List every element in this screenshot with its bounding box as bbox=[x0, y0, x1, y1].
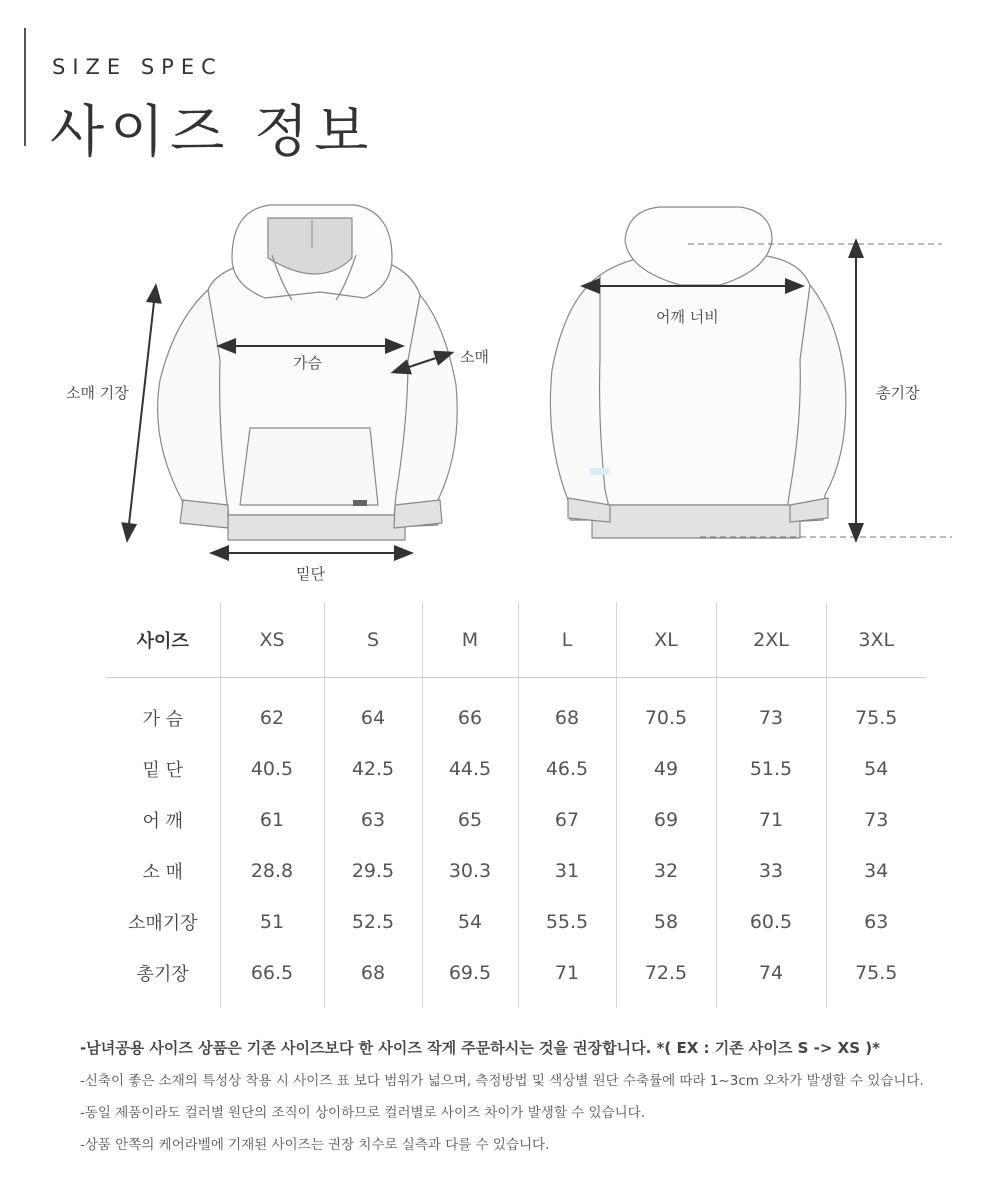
table-cell: 42.5 bbox=[324, 743, 422, 794]
title-english: SIZE SPEC bbox=[52, 55, 223, 79]
table-cell: 73 bbox=[826, 794, 926, 845]
size-header-cell: 사이즈 bbox=[106, 602, 220, 678]
table-cell: 63 bbox=[324, 794, 422, 845]
table-cell: 68 bbox=[324, 947, 422, 1008]
row-label: 밑 단 bbox=[142, 759, 183, 781]
sleeve-length-arrow bbox=[128, 293, 155, 533]
table-cell: 71 bbox=[518, 947, 616, 1008]
table-row bbox=[106, 743, 926, 794]
note-item: -동일 제품이라도 컬러별 원단의 조직이 상이하므로 컬러별로 사이즈 차이가 발생할 수 있습니다. bbox=[80, 1105, 645, 1121]
table-cell: 31 bbox=[518, 845, 616, 896]
column-header: L bbox=[518, 602, 616, 678]
table-header-row bbox=[106, 602, 926, 678]
table-cell: 75.5 bbox=[826, 947, 926, 1008]
table-cell: 63 bbox=[826, 896, 926, 947]
table-cell: 49 bbox=[616, 743, 716, 794]
row-label: 소매기장 bbox=[127, 912, 198, 934]
table-cell: 66 bbox=[422, 678, 518, 744]
table-cell: 69.5 bbox=[422, 947, 518, 1008]
table-cell: 67 bbox=[518, 794, 616, 845]
size-spec-table bbox=[106, 602, 926, 1008]
table-cell: 64 bbox=[324, 678, 422, 744]
table-row bbox=[106, 794, 926, 845]
table-cell: 34 bbox=[826, 845, 926, 896]
table-row bbox=[106, 896, 926, 947]
table-cell: 54 bbox=[422, 896, 518, 947]
table-cell: 72.5 bbox=[616, 947, 716, 1008]
notes-section bbox=[80, 1040, 980, 1169]
table-cell: 61 bbox=[220, 794, 324, 845]
back-hoodie-drawing bbox=[550, 207, 845, 538]
table-cell: 51.5 bbox=[716, 743, 826, 794]
table-cell: 28.8 bbox=[220, 845, 324, 896]
table-cell: 40.5 bbox=[220, 743, 324, 794]
table-cell: 55.5 bbox=[518, 896, 616, 947]
shoulder-label: 어깨 너비 bbox=[656, 308, 719, 326]
table-cell: 29.5 bbox=[324, 845, 422, 896]
table-cell: 60.5 bbox=[716, 896, 826, 947]
table-cell: 69 bbox=[616, 794, 716, 845]
table-cell: 58 bbox=[616, 896, 716, 947]
total-length-label: 총기장 bbox=[876, 384, 920, 402]
table-cell: 52.5 bbox=[324, 896, 422, 947]
table-row bbox=[106, 947, 926, 1008]
table-cell: 62 bbox=[220, 678, 324, 744]
row-label: 총기장 bbox=[136, 963, 189, 985]
hem-label: 밑단 bbox=[296, 565, 325, 583]
table-cell: 65 bbox=[422, 794, 518, 845]
title-korean: 사이즈 정보 bbox=[50, 100, 375, 165]
column-header: M bbox=[422, 602, 518, 678]
column-header: S bbox=[324, 602, 422, 678]
note-item: -상품 안쪽의 케어라벨에 기재된 사이즈는 권장 치수로 실측과 다를 수 있습니다. bbox=[80, 1137, 550, 1153]
column-header: XS bbox=[220, 602, 324, 678]
hoodie-illustration bbox=[0, 190, 1000, 590]
table-cell: 74 bbox=[716, 947, 826, 1008]
table-row bbox=[106, 845, 926, 896]
sleeve-length-label: 소매 기장 bbox=[66, 384, 129, 402]
table-cell: 46.5 bbox=[518, 743, 616, 794]
note-item: -신축이 좋은 소재의 특성상 착용 시 사이즈 표 보다 범위가 넓으며, 측정방법 및 색상별 원단 수축률에 따라 1~3cm 오차가 발생할 수 있습니다. bbox=[80, 1073, 924, 1089]
table-cell: 75.5 bbox=[826, 678, 926, 744]
column-header: 3XL bbox=[826, 602, 926, 678]
table-row bbox=[106, 678, 926, 744]
table-cell: 54 bbox=[826, 743, 926, 794]
table-cell: 68 bbox=[518, 678, 616, 744]
table-cell: 44.5 bbox=[422, 743, 518, 794]
table-cell: 71 bbox=[716, 794, 826, 845]
row-label: 가 슴 bbox=[142, 708, 183, 730]
hoodie-diagram bbox=[0, 190, 1000, 590]
table-cell: 51 bbox=[220, 896, 324, 947]
title-accent-bar bbox=[24, 28, 26, 146]
row-label: 소 매 bbox=[142, 861, 183, 883]
table-cell: 32 bbox=[616, 845, 716, 896]
column-header: 2XL bbox=[716, 602, 826, 678]
row-label: 어 깨 bbox=[142, 810, 183, 832]
note-main: -남녀공용 사이즈 상품은 기존 사이즈보다 한 사이즈 작게 주문하시는 것을 권장합니다. *( EX : 기존 사이즈 S -> XS )* bbox=[80, 1039, 880, 1057]
table-cell: 70.5 bbox=[616, 678, 716, 744]
sleeve-label: 소매 bbox=[460, 348, 489, 366]
table-cell: 33 bbox=[716, 845, 826, 896]
table-cell: 73 bbox=[716, 678, 826, 744]
column-header: XL bbox=[616, 602, 716, 678]
table-cell: 30.3 bbox=[422, 845, 518, 896]
table-cell: 66.5 bbox=[220, 947, 324, 1008]
chest-label: 가슴 bbox=[293, 354, 322, 372]
